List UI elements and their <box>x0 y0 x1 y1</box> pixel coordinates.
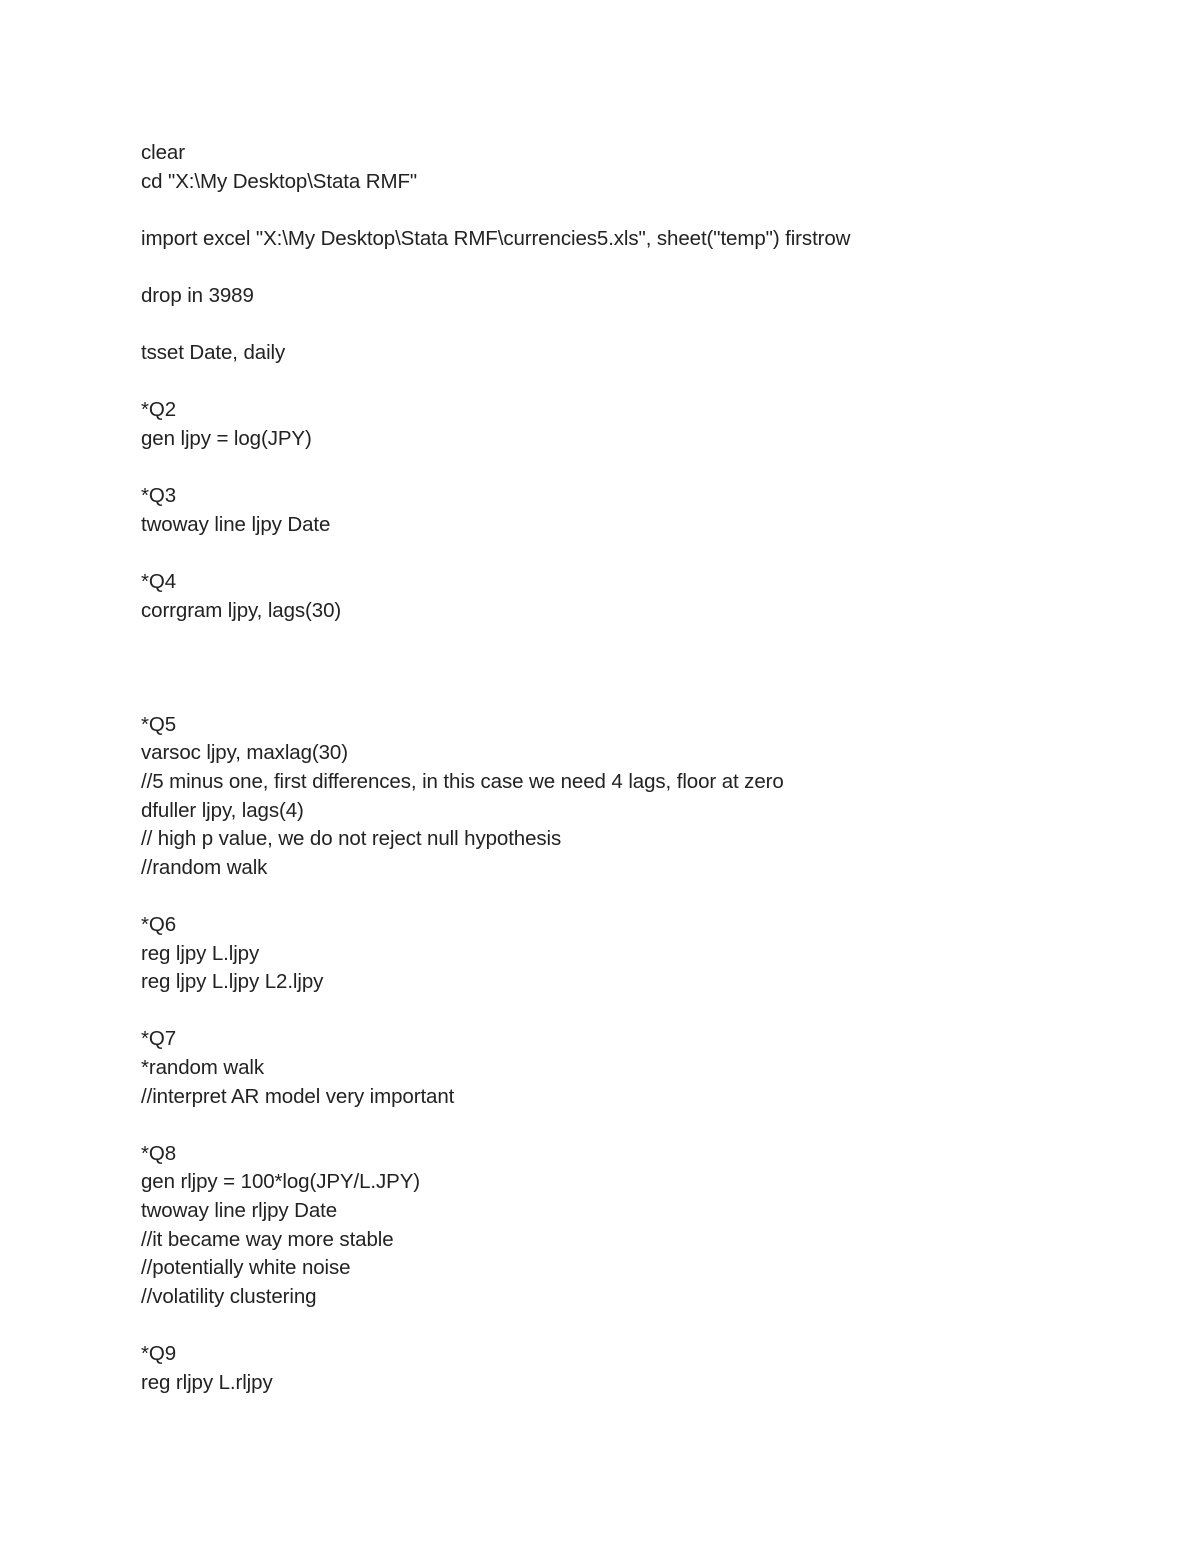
code-line: reg ljpy L.ljpy <box>141 941 260 965</box>
blank-line <box>141 539 1141 568</box>
blank-line <box>141 625 1141 654</box>
section-marker-line: *Q8 <box>141 1141 177 1165</box>
blank-line <box>141 454 1141 483</box>
comment-line: //interpret AR model very important <box>141 1084 455 1108</box>
section-marker-line: *Q2 <box>141 398 177 422</box>
code-line: import excel "X:\My Desktop\Stata RMF\currencies5.xls", sheet("temp") firstrow <box>141 226 851 250</box>
section-marker-line: *Q7 <box>141 1027 177 1051</box>
document-body <box>141 139 1141 1397</box>
code-line: drop in 3989 <box>141 283 254 307</box>
comment-line: //5 minus one, first differences, in this case we need 4 lags, floor at zero <box>141 770 784 794</box>
blank-line <box>141 368 1141 397</box>
code-line: reg ljpy L.ljpy L2.ljpy <box>141 970 324 994</box>
blank-line <box>141 882 1141 911</box>
section-marker-line: *Q3 <box>141 484 177 508</box>
comment-line: //it became way more stable <box>141 1227 394 1251</box>
blank-line <box>141 253 1141 282</box>
code-line: cd "X:\My Desktop\Stata RMF" <box>141 169 418 193</box>
blank-line <box>141 654 1141 683</box>
blank-line <box>141 196 1141 225</box>
comment-line: //random walk <box>141 855 268 879</box>
comment-line: //potentially white noise <box>141 1256 351 1280</box>
blank-line <box>141 1311 1141 1340</box>
section-marker-line: *Q4 <box>141 569 177 593</box>
section-marker-line: *Q9 <box>141 1341 177 1365</box>
code-line: corrgram ljpy, lags(30) <box>141 598 342 622</box>
comment-line: //volatility clustering <box>141 1284 317 1308</box>
section-marker-line: *random walk <box>141 1056 264 1079</box>
code-line: reg rljpy L.rljpy <box>141 1370 273 1394</box>
code-line: gen ljpy = log(JPY) <box>141 426 312 450</box>
blank-line <box>141 682 1141 711</box>
code-line: dfuller ljpy, lags(4) <box>141 798 304 822</box>
code-line: twoway line rljpy Date <box>141 1198 338 1222</box>
code-line: clear <box>141 141 185 164</box>
code-line: gen rljpy = 100*log(JPY/L.JPY) <box>141 1170 421 1194</box>
blank-line <box>141 1111 1141 1140</box>
code-line: twoway line ljpy Date <box>141 512 331 536</box>
blank-line <box>141 997 1141 1026</box>
section-marker-line: *Q6 <box>141 913 177 937</box>
comment-line: // high p value, we do not reject null hypothesis <box>141 827 562 851</box>
code-line: varsoc ljpy, maxlag(30) <box>141 741 348 765</box>
section-marker-line: *Q5 <box>141 712 177 736</box>
code-line: tsset Date, daily <box>141 341 286 365</box>
blank-line <box>141 311 1141 340</box>
